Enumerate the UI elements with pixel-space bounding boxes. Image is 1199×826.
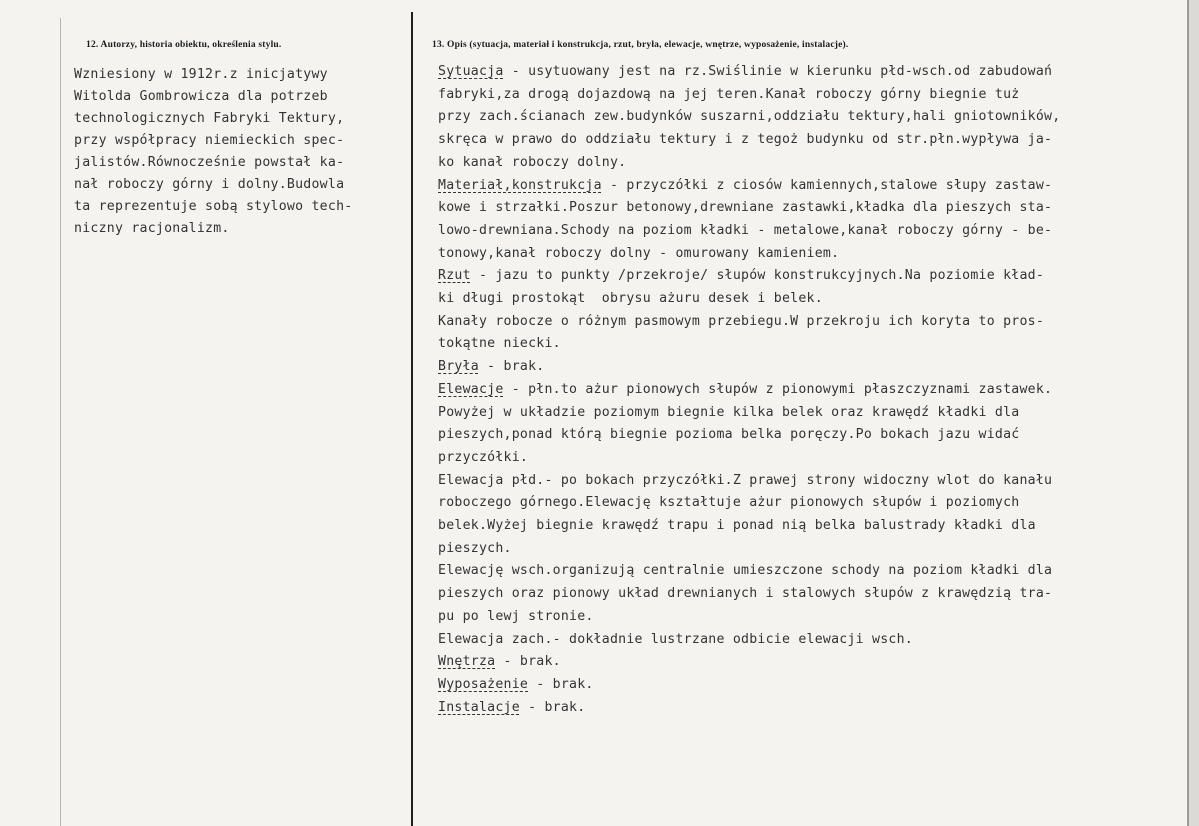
line-text: - brak. [528,676,594,692]
line-text: ko kanał roboczy dolny. [438,154,627,170]
line-text: przy zach.ścianach zew.budynków suszarni,oddziału tektury,hali gniotowników, [438,109,1061,125]
line-text: kowe i strzałki.Poszur betonowy,drewniane zastawki,kładka dla pieszych sta- [438,200,1053,216]
line-text: pieszych,ponad którą biegnie pozioma belka poręczy.Po bokach jazu widać [438,427,1020,443]
section-13-line [438,470,1060,493]
section-12-line: Wzniesiony w 1912r.z inicjatywy [74,67,328,82]
section-13-line [438,288,1060,311]
section-13-line [438,515,1060,538]
section-13-line [438,175,1060,198]
line-text: - brak. [495,654,561,670]
section-13-line [438,402,1060,425]
section-13-line [438,84,1060,107]
line-text: - brak. [519,699,586,715]
section-13-line [438,61,1060,84]
section-13-line [438,697,1060,720]
line-text: pieszych oraz pionowy układ drewnianych i stalowych słupów z krawędzią tra- [438,586,1053,602]
section-13-line [438,492,1060,515]
line-text: tokątne niecki. [438,336,561,352]
section-13-line [438,651,1060,674]
section-13-line [438,447,1060,470]
column-divider [411,12,413,826]
line-text: pu po lewj stronie. [438,608,594,624]
line-text: - usytuowany jest na rz.Swiślinie w kierunku płd-wsch.od zabudowań [503,64,1053,79]
section-13-line [438,106,1060,129]
section-12-body [74,64,352,240]
line-text: Elewacja płd.- po bokach przyczółki.Z prawej strony widoczny wlot do kanału [438,472,1053,488]
line-text: - płn.to ażur pionowych słupów z pionowymi płaszczyznami zastawek. [503,381,1053,397]
line-text: roboczego górnego.Elewację kształtuje ażur pionowych słupów i poziomych [438,495,1020,511]
section-13-line [438,129,1060,152]
line-text: tonowy,kanał roboczy dolny - omurowany kamieniem. [438,245,840,261]
line-text: - przyczółki z ciosów kamiennych,stalowe słupy zastaw- [601,177,1053,193]
line-text: - brak. [478,359,545,375]
section-13-body [438,61,1060,719]
line-text: Kanały robocze o różnym pasmowym przebiegu.W przekroju ich koryta to pros- [438,313,1045,329]
subsection-label: Instalacje [438,699,520,715]
subsection-label: Elewacje [438,381,504,397]
section-13-line [438,356,1060,379]
line-text: belek.Wyżej biegnie krawędź trapu i ponad nią belka balustrady kładki dla [438,518,1036,534]
section-13-heading: 13. Opis (sytuacja, materiał i konstrukcja, rzut, bryła, elewacje, wnętrze, wyposażenie, instalacje). [432,40,849,50]
line-text: Powyżej w układzie poziomym biegnie kilka belek oraz krawędź kładki dla [438,404,1020,420]
section-12-line: nał roboczy górny i dolny.Budowla [74,177,345,192]
line-text: - jazu to punkty /przekroje/ słupów konstrukcyjnych.Na poziomie kład- [470,268,1045,284]
section-13-line [438,265,1060,288]
section-13-line [438,424,1060,447]
line-text: pieszych. [438,540,512,556]
section-13-line [438,333,1060,356]
section-12-line: niczny racjonalizm. [74,221,230,236]
subsection-label: Materiał,konstrukcja [438,177,602,193]
section-12-line: jalistów.Równocześnie powstał ka- [74,155,345,170]
line-text: przyczółki. [438,449,529,465]
section-13-line [438,197,1060,220]
subsection-label: Wnętrza [438,654,496,670]
section-12-line: przy współpracy niemieckich spec- [74,133,345,148]
section-13-line [438,220,1060,243]
line-text: fabryki,za drogą dojazdową na jej teren.Kanał roboczy górny biegnie tuż [438,86,1020,102]
section-13-line [438,629,1060,652]
subsection-label: Sytuacja [438,64,504,79]
section-13-line [438,583,1060,606]
section-13-line [438,311,1060,334]
subsection-label: Rzut [438,268,471,284]
section-12-line: Witolda Gombrowicza dla potrzeb [74,89,328,104]
line-text: Elewacja zach.- dokładnie lustrzane odbicie elewacji wsch. [438,631,913,647]
margin-rule [60,18,61,826]
line-text: lowo-drewniana.Schody na poziom kładki - metalowe,kanał roboczy górny - be- [438,222,1053,238]
section-13-line [438,152,1060,175]
section-12-heading: 12. Autorzy, historia obiektu, określenia stylu. [86,40,282,50]
section-13-line [438,606,1060,629]
line-text: skręca w prawo do oddziału tektury i z tegoż budynku od str.płn.wypływa ja- [438,132,1053,148]
section-13-line [438,674,1060,697]
section-13-line [438,243,1060,266]
section-12-line: technologicznych Fabryki Tektury, [74,111,345,126]
subsection-label: Bryła [438,359,479,375]
line-text: Elewację wsch.organizują centralnie umieszczone schody na poziom kładki dla [438,563,1053,579]
line-text: ki długi prostokąt obrysu ażuru desek i belek. [438,291,823,307]
section-12-line: ta reprezentuje sobą stylowo tech- [74,199,353,214]
section-13-line [438,560,1060,583]
section-13-line [438,379,1060,402]
subsection-label: Wyposażenie [438,676,529,692]
page-edge [1189,0,1199,826]
section-13-line [438,538,1060,561]
